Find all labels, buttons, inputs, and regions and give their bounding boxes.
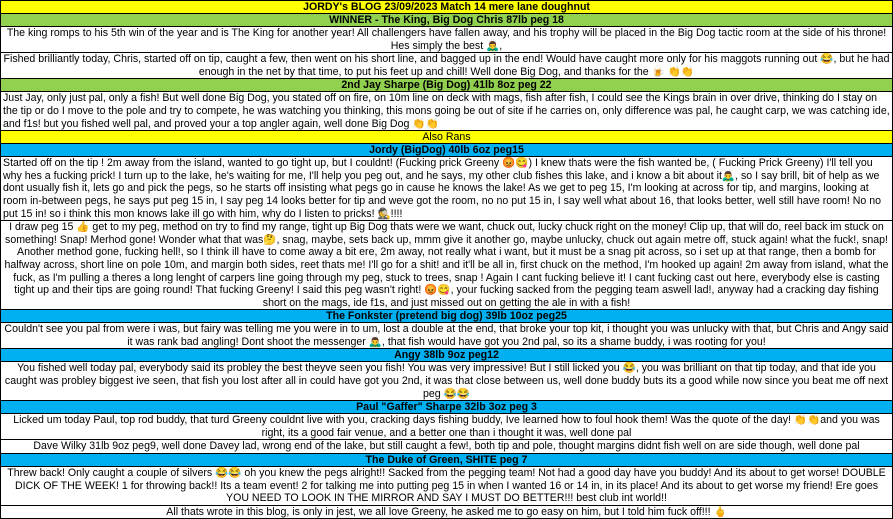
jordy-paragraph-1: Started off on the tip ! 2m away from the island, wanted to go tight up, but I couldnt! (Fucking prick Greeny 😡😋) I knew thats were the fish wanted be, ( Fucking Prick Greeny) I'll tell you why hes a fucking prick! I turn up to the lake, he's waiting for me, I'll help you peg out, and he says, my other club fishes this lake, and i know a bit about it🙇‍♂️, so I say brill, bit of help as we dont usually fish it, lets go and pick the pegs, so he starts off insisting what pegs go in cause he knows the lake! As we get to peg 15, I'm looking at across for tip, and margins, looking at room in-between pegs, he says put peg 15 in, I say peg 14 looks better for tip and weve got the room, no no put 15 in, I say well what about 16, that looks better, well still have room! No no put 15 in! so i think this mon knows lake ill go with him, why do I listen to pricks! 🕵️!!!! <box>1 157 893 221</box>
winner-header: WINNER - The King, Big Dog Chris 87lb peg 18 <box>1 14 893 27</box>
blog-title: JORDY's BLOG 23/09/2023 Match 14 mere lane doughnut <box>1 1 893 14</box>
angy-text: You fished well today pal, everybody said its probley the best theyve seen you fish! You was very impressive! But I still licked you 😂, you was brilliant on that tip today, and that ide you caught was probley biggest ive seen, that fish you lost after all in could have got you 2nd, it was that close between us, well done buddy buts its a good while now since you beat me off next peg 😂😂 <box>1 362 893 401</box>
winner-paragraph-1: The king romps to his 5th win of the year and is The King for another year! All challengers have fallen away, and his trophy will be placed in the Big Dog tactic room at the side of his throne! Hes simply the best 🙇‍♂️, <box>1 27 893 53</box>
duke-header: The Duke of Green, SHITE peg 7 <box>1 454 893 467</box>
duke-text: Threw back! Only caught a couple of silvers 😂😂 oh you knew the pegs alright!! Sacked from the pegging team! Not had a good day have you buddy! And its about to get worse! DOUBLE DICK OF THE WEEK! 1 for throwing back!! Its a team event! 2 for talking me into putting peg 15 in when I wanted 16 or 14 in, in its place! And its about to get worse my friend! Ere goes YOU NEED TO LOOK IN THE MIRROR AND SAY I MUST DO BETTER!!! best club int world!! <box>1 467 893 506</box>
also-rans-label: Also Rans <box>1 131 893 144</box>
jordy-paragraph-2: I draw peg 15 👍 get to my peg, method on try to find my range, tight up Big Dog thats were we want, chuck out, lucky chuck right on the money! Clip up, that will do, reel back im stuck on something! Snap! Merhod gone! Wonder what that was🤔, snag, maybe, sets back up, mmm give it another go, maybe unlucky, chuck out again metre off, stuck again! what the fuck!, snap! Another method gone, fucking hell!, so I think ill have to come away a bit ere, 2m away, not really what i want, but it must be a snag pit across, so i set up at that range, then a bomb for halfway across, short line on pole 10m, and margin both sides, reet thats me! I'll go for a shit! and it'll be all in, first chuck on the method, I'm hooked up again! 2m away from island, what the fuck, as I'm pulling a theres a long lenght of carpers line going through my peg, stuck to trees, snap ! Again I cant fucking believe it! I cant fucking cast out here, everybody else is casting tight up and their tips are going round! That fucking Greeny! I said this peg wasn't right! 😡😋, your fucking sacked from the pegging team aswell lad!, anyway had a cracking day fishing short on the mags, ide f1s, and just missed out on getting the ale in with a fish! <box>1 221 893 310</box>
fonkster-text: Couldn't see you pal from were i was, but fairy was telling me you were in to um, lost a double at the end, that broke your top kit, i thought you was unlucky with that, but Chris and Angy said it was rank bad angling! Dont shoot the messenger 🙇‍♂️, that fish would have got you 2nd pal, so its a shame buddy, i was rooting for you! <box>1 323 893 349</box>
jordy-header: Jordy (BigDog) 40lb 6oz peg15 <box>1 144 893 157</box>
second-place-header: 2nd Jay Sharpe (Big Dog) 41lb 8oz peg 22 <box>1 79 893 92</box>
second-place-text: Just Jay, only just pal, only a fish! But well done Big Dog, you stated off on fire, on 10m line on deck with mags, fish after fish, I could see the Kings brain in over drive, thinking do I stay on the tip or do I move to the pole and try to compete, he was watching you thinking, this mons going be out of site if he carries on, only difference was pal, he caught carp, we was catching ide, and f1s! but you fished well pal, and proved your a top angler again, well done Big Dog 👏👏 <box>1 92 893 131</box>
paul-text: Licked um today Paul, top rod buddy, that turd Greeny couldnt live with you, cracking days fishing buddy, Ive learned how to foul hook them! Was the quote of the day! 👏👏and you was right, its a good fair venue, and a better one than i thought it was, well done pal <box>1 414 893 440</box>
blog-footer: All thats wrote in this blog, is only in jest, we all love Greeny, he asked me to go easy on him, but I told him fuck off!!! 🖕 <box>1 506 893 519</box>
dave-text: Dave Wilky 31lb 9oz peg9, well done Davey lad, wrong end of the lake, but still caught a few!, both tip and pole, thought margins didnt fish well on are side though, well done pal <box>1 440 893 454</box>
paul-header: Paul "Gaffer" Sharpe 32lb 3oz peg 3 <box>1 401 893 414</box>
winner-paragraph-2: Fished brilliantly today, Chris, started off on tip, caught a few, then went on his short line, and bagged up in the end! Would have caught more only for his maggots running out 😂, but he had enough in the net by that time, to put his feet up and chill! Well done Big Dog, and thanks for the 🍺 👏👏 <box>1 53 893 79</box>
angy-header: Angy 38lb 9oz peg12 <box>1 349 893 362</box>
fonkster-header: The Fonkster (pretend big dog) 39lb 10oz peg25 <box>1 310 893 323</box>
